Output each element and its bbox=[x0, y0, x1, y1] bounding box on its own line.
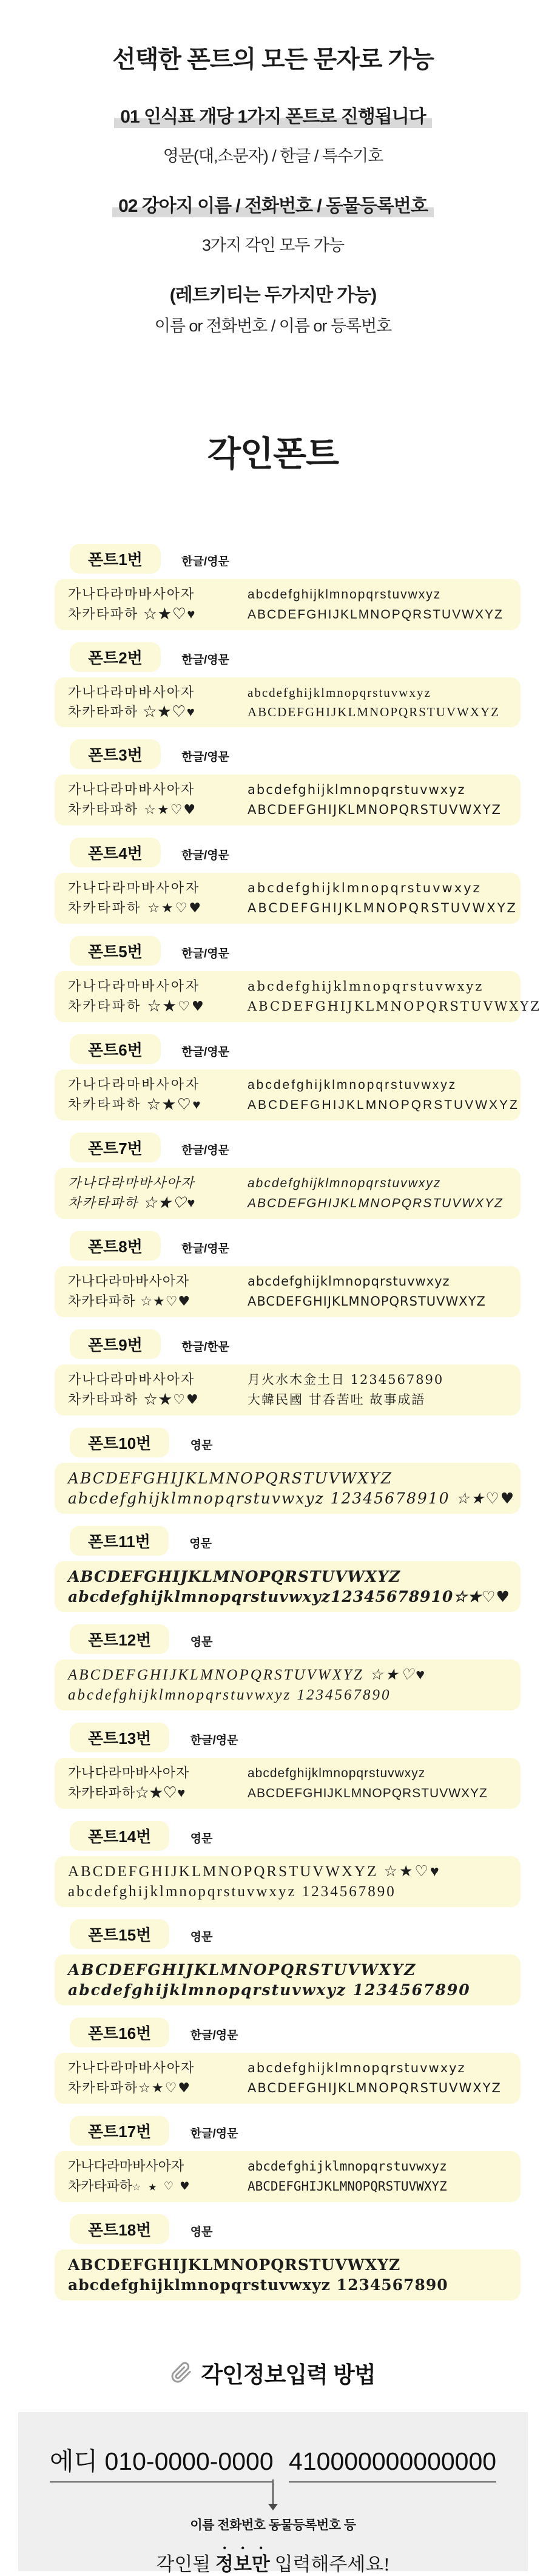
font-badge bbox=[70, 1821, 169, 1851]
font-type-label: 영문 bbox=[190, 1636, 213, 1649]
font-badge-label: 폰트5번 bbox=[88, 943, 143, 961]
font-badge bbox=[70, 838, 161, 867]
font-type-label: 영문 bbox=[190, 1832, 213, 1845]
engraving-example-line bbox=[18, 2441, 528, 2477]
font-block bbox=[55, 1526, 521, 1612]
font-badge-label: 폰트2번 bbox=[88, 649, 143, 667]
sample-line bbox=[68, 1292, 507, 1312]
sample-latin: ABCDEFGHIJKLMNOPQRSTUVWXYZ bbox=[68, 1961, 417, 1979]
font-block bbox=[55, 1723, 521, 1809]
sample-korean: 차카타파하☆★♡♥ bbox=[68, 1785, 186, 1800]
font-block bbox=[55, 1428, 521, 1514]
font-badge-label: 폰트18번 bbox=[88, 2221, 152, 2239]
font-header bbox=[55, 1034, 521, 1064]
font-sample-box bbox=[55, 1561, 521, 1612]
font-type-label: 한글/한문 bbox=[181, 1341, 229, 1354]
sample-line bbox=[68, 702, 507, 722]
font-header bbox=[55, 936, 521, 966]
point1-title: 01 인식표 개당 1가지 폰트로 진행됩니다 bbox=[0, 101, 546, 128]
font-type-label: 한글/영문 bbox=[181, 947, 229, 960]
sample-line bbox=[68, 1075, 507, 1095]
font-badge-label: 폰트16번 bbox=[88, 2024, 152, 2042]
font-badge-label: 폰트12번 bbox=[88, 1631, 152, 1649]
font-badge-label: 폰트4번 bbox=[88, 844, 143, 863]
sample-korean: 차카타파하☆★♡♥ bbox=[68, 2081, 192, 2096]
sample-line bbox=[68, 898, 517, 918]
font-badge bbox=[70, 739, 161, 769]
font-badge bbox=[70, 2116, 169, 2146]
sample-latin: ABCDEFGHIJKLMNOPQRSTUVWXYZ bbox=[68, 1568, 401, 1585]
sample-latin: abcdefghijklmnopqrstuvwxyz12345678910☆★♡♥ bbox=[68, 1588, 510, 1605]
font-badge bbox=[70, 1624, 169, 1654]
font-sample-box bbox=[55, 579, 521, 630]
font-sample-box bbox=[55, 1954, 521, 2005]
guide-final-note bbox=[18, 2543, 528, 2576]
font-badge bbox=[70, 1428, 169, 1457]
font-type-label: 영문 bbox=[190, 1439, 213, 1452]
font-badge-label: 폰트1번 bbox=[88, 551, 143, 569]
point2-title: 02 강아지 이름 / 전화번호 / 동물등록번호 bbox=[0, 191, 546, 217]
example-name-phone: 에디 010-0000-0000 bbox=[50, 2447, 274, 2483]
font-header bbox=[55, 739, 521, 769]
sample-line bbox=[68, 1862, 507, 1882]
font-sample-box bbox=[55, 677, 521, 727]
sample-korean: 차카타파하 ☆★♡♥ bbox=[68, 802, 197, 818]
sample-korean: 가나다라마바사아자 bbox=[68, 1274, 190, 1289]
font-type-label: 한글/영문 bbox=[181, 1046, 229, 1059]
down-arrow-stem bbox=[272, 2479, 274, 2504]
sample-line bbox=[68, 1763, 507, 1783]
sample-latin: abcdefghijklmnopqrstuvwxyz 1234567890 bbox=[68, 2276, 448, 2294]
arrow-label: 이름 전화번호 동물등록번호 등 bbox=[190, 2518, 356, 2532]
sample-korean: 가나다라마바사아자 bbox=[68, 782, 195, 798]
font-sample-box bbox=[55, 1364, 521, 1415]
sample-line bbox=[68, 1488, 516, 1508]
sample-korean: 차카타파하 ☆★♡♥ bbox=[68, 606, 197, 622]
font-block bbox=[55, 1231, 521, 1317]
sample-latin: ABCDEFGHIJKLMNOPQRSTUVWXYZ bbox=[248, 901, 517, 915]
font-type-label: 한글/영문 bbox=[181, 1144, 229, 1157]
sample-latin: 大韓民國 甘呑苦吐 故事成語 bbox=[248, 1392, 426, 1407]
sample-korean: 가나다라마바사아자 bbox=[68, 2159, 184, 2174]
font-type-label: 한글/영문 bbox=[190, 1734, 238, 1747]
font-sample-box bbox=[55, 1659, 521, 1710]
font-badge-label: 폰트10번 bbox=[88, 1434, 152, 1452]
font-badge bbox=[70, 1329, 161, 1359]
sample-line bbox=[68, 1468, 507, 1488]
font-badge-label: 폰트13번 bbox=[88, 1729, 152, 1747]
sample-line bbox=[68, 977, 507, 997]
sample-latin: abcdefghijklmnopqrstuvwxyz bbox=[248, 1176, 442, 1190]
font-type-label: 영문 bbox=[190, 2226, 213, 2239]
sample-line bbox=[68, 683, 507, 702]
down-arrow-head bbox=[268, 2504, 278, 2510]
font-header bbox=[55, 2116, 521, 2146]
sample-latin: abcdefghijklmnopqrstuvwxyz 1234567890 bbox=[68, 1883, 396, 1900]
guide-heading-text: 각인정보입력 방법 bbox=[201, 2362, 376, 2387]
sample-line bbox=[68, 1193, 507, 1213]
sample-line bbox=[68, 878, 507, 898]
intro-section bbox=[0, 0, 546, 336]
sample-line bbox=[68, 605, 507, 625]
sample-latin: ABCDEFGHIJKLMNOPQRSTUVWXYZ bbox=[68, 2256, 401, 2274]
font-block bbox=[55, 642, 521, 727]
sample-latin: ABCDEFGHIJKLMNOPQRSTUVWXYZ ☆★♡♥ bbox=[68, 1667, 427, 1683]
sample-line bbox=[68, 1665, 507, 1685]
sample-korean: 가나다라마바사아자 bbox=[68, 1372, 195, 1388]
sample-korean: 차카타파하 ☆★♡♥ bbox=[68, 1097, 203, 1112]
font-sample-box bbox=[55, 2151, 521, 2202]
sample-latin: ABCDEFGHIJKLMNOPQRSTUVWXYZ bbox=[248, 608, 504, 622]
font-block bbox=[55, 544, 521, 630]
sample-line bbox=[68, 1685, 507, 1705]
font-sample-box bbox=[55, 2249, 521, 2300]
sample-line bbox=[68, 780, 507, 800]
sample-line bbox=[68, 1567, 507, 1587]
font-block bbox=[55, 936, 541, 1022]
font-type-label: 한글/영문 bbox=[190, 2029, 238, 2042]
font-header bbox=[55, 1329, 521, 1359]
font-type-label: 한글/영문 bbox=[181, 1242, 229, 1255]
font-badge bbox=[70, 1034, 161, 1064]
font-badge bbox=[70, 1231, 161, 1261]
page-title: 선택한 폰트의 모든 문자로 가능 bbox=[112, 46, 434, 73]
sample-latin: abcdefghijklmnopqrstuvwxyz bbox=[248, 2061, 466, 2075]
sample-latin: abcdefghijklmnopqrstuvwxyz bbox=[248, 588, 442, 602]
sample-line bbox=[68, 1370, 507, 1390]
font-block bbox=[55, 838, 521, 924]
sample-latin: abcdefghijklmnopqrstuvwxyz bbox=[248, 979, 484, 994]
font-block bbox=[55, 1624, 521, 1710]
sample-latin: 月火水木金土日 1234567890 bbox=[248, 1372, 444, 1387]
font-type-label: 한글/영문 bbox=[181, 654, 229, 666]
sample-latin: abcdefghijklmnopqrstuvwxyz bbox=[248, 881, 482, 895]
font-sample-box bbox=[55, 1463, 521, 1514]
sample-line bbox=[68, 2157, 507, 2177]
point2-subtitle: 3가지 각인 모두 가능 bbox=[201, 236, 345, 254]
sample-korean: 차카타파하 ☆★♡♥ bbox=[68, 704, 196, 719]
font-block bbox=[55, 2116, 521, 2202]
sample-korean: 가나다라마바사아자 bbox=[68, 979, 201, 994]
sample-latin: ABCDEFGHIJKLMNOPQRSTUVWXYZ bbox=[248, 999, 541, 1014]
font-badge-label: 폰트11번 bbox=[88, 1533, 150, 1551]
font-type-label: 영문 bbox=[189, 1537, 212, 1550]
sample-latin: ABCDEFGHIJKLMNOPQRSTUVWXYZ bbox=[248, 705, 500, 719]
sample-latin: ABCDEFGHIJKLMNOPQRSTUVWXYZ bbox=[248, 2081, 502, 2095]
font-badge bbox=[70, 1919, 169, 1949]
sample-latin: abcdefghijklmnopqrstuvwxyz bbox=[248, 1766, 426, 1780]
font-sample-box bbox=[55, 1168, 521, 1219]
sample-line bbox=[68, 2255, 507, 2275]
sample-latin: abcdefghijklmnopqrstuvwxyz 1234567890 bbox=[68, 1687, 391, 1703]
example-registration-number: 410000000000000 bbox=[289, 2447, 496, 2483]
font-badge bbox=[70, 642, 161, 672]
sample-line bbox=[68, 1173, 507, 1193]
font-badge-label: 폰트15번 bbox=[88, 1926, 152, 1944]
sample-latin: ABCDEFGHIJKLMNOPQRSTUVWXYZ bbox=[68, 1469, 393, 1487]
sample-line bbox=[68, 1272, 507, 1292]
font-type-label: 영문 bbox=[190, 1931, 213, 1944]
sample-line bbox=[68, 1960, 507, 1980]
sample-korean: 가나다라마바사아자 bbox=[68, 1175, 195, 1190]
font-badge bbox=[70, 1723, 169, 1752]
sample-latin: ABCDEFGHIJKLMNOPQRSTUVWXYZ bbox=[248, 1196, 504, 1210]
sample-latin: abcdefghijklmnopqrstuvwxyz 12345678910 ☆★♡♥ bbox=[68, 1490, 516, 1507]
font-header bbox=[55, 1821, 521, 1851]
sample-korean: 차카타파하 ☆★♡♥ bbox=[68, 1294, 191, 1309]
font-header bbox=[55, 642, 521, 672]
font-type-label: 한글/영문 bbox=[181, 555, 229, 568]
font-type-label: 한글/영문 bbox=[190, 2127, 238, 2140]
font-badge bbox=[70, 544, 161, 574]
sample-latin: ABCDEFGHIJKLMNOPQRSTUVWXYZ ☆★♡♥ bbox=[68, 1863, 441, 1880]
font-badge-label: 폰트7번 bbox=[88, 1139, 143, 1158]
font-badge-label: 폰트14번 bbox=[88, 1828, 152, 1846]
point1-subtitle: 영문(대,소문자) / 한글 / 특수기호 bbox=[163, 147, 383, 165]
sample-latin: abcdefghijklmnopqrstuvwxyz 1234567890 bbox=[68, 1981, 471, 1999]
sample-korean: 가나다라마바사아자 bbox=[68, 1765, 190, 1780]
note-subtitle: 이름 or 전화번호 / 이름 or 등록번호 bbox=[154, 317, 392, 335]
font-header bbox=[55, 1428, 521, 1457]
font-badge bbox=[70, 1133, 161, 1162]
font-header bbox=[55, 838, 521, 867]
final-emphasis: 정보만 bbox=[215, 2554, 270, 2575]
font-block bbox=[55, 1821, 521, 1907]
sample-line bbox=[68, 585, 507, 605]
sample-korean: 차카타파하 ☆★♡♥ bbox=[68, 999, 206, 1014]
font-badge-label: 폰트3번 bbox=[88, 746, 143, 764]
sample-korean: 가나다라마바사아자 bbox=[68, 685, 195, 700]
sample-korean: 가나다라마바사아자 bbox=[68, 2061, 195, 2076]
font-sample-box bbox=[55, 971, 541, 1022]
sample-latin: abcdefghijklmnopqrstuvwxyz bbox=[248, 2159, 447, 2174]
guide-heading bbox=[0, 2356, 546, 2389]
font-badge-label: 폰트9번 bbox=[88, 1336, 143, 1354]
sample-line bbox=[68, 2177, 507, 2197]
font-block bbox=[55, 1133, 521, 1219]
sample-line bbox=[68, 2275, 507, 2295]
font-badge bbox=[70, 2214, 169, 2244]
font-block bbox=[55, 2018, 521, 2104]
sample-latin: ABCDEFGHIJKLMNOPQRSTUVWXYZ bbox=[248, 1098, 519, 1112]
sample-line bbox=[68, 1882, 507, 1902]
font-header bbox=[55, 1526, 521, 1556]
sample-latin: abcdefghijklmnopqrstuvwxyz bbox=[248, 1078, 457, 1092]
sample-latin: abcdefghijklmnopqrstuvwxyz bbox=[248, 685, 431, 700]
font-header bbox=[55, 1133, 521, 1162]
font-badge bbox=[70, 2018, 169, 2047]
sample-line bbox=[68, 1587, 510, 1607]
section-title-engraving-fonts: 각인폰트 bbox=[207, 435, 339, 473]
font-header bbox=[55, 1919, 521, 1949]
sample-latin: ABCDEFGHIJKLMNOPQRSTUVWXYZ bbox=[248, 802, 502, 817]
sample-korean: 차카타파하 ☆★♡♥ bbox=[68, 1195, 197, 1210]
sample-korean: 가나다라마바사아자 bbox=[68, 1077, 201, 1092]
sample-latin: ABCDEFGHIJKLMNOPQRSTUVWXYZ bbox=[248, 1294, 486, 1309]
font-sample-box bbox=[55, 774, 521, 825]
font-badge-label: 폰트17번 bbox=[88, 2123, 152, 2141]
final-suffix: 입력해주세요! bbox=[269, 2554, 390, 2575]
sample-korean: 차카타파하☆ ★ ♡ ♥ bbox=[68, 2179, 189, 2194]
font-badge-label: 폰트6번 bbox=[88, 1041, 143, 1059]
paperclip-icon bbox=[170, 2362, 192, 2384]
font-sample-box bbox=[55, 1758, 521, 1809]
font-header bbox=[55, 2214, 521, 2244]
font-sample-box bbox=[55, 873, 521, 924]
font-type-label: 한글/영문 bbox=[181, 751, 229, 764]
font-header bbox=[55, 1231, 521, 1261]
sample-line bbox=[68, 997, 541, 1017]
sample-korean: 차카타파하 ☆★♡♥ bbox=[68, 1392, 200, 1408]
font-sample-box bbox=[55, 1069, 521, 1120]
font-sample-box bbox=[55, 1856, 521, 1907]
sample-korean: 가나다라마바사아자 bbox=[68, 586, 195, 602]
font-block bbox=[55, 2214, 521, 2300]
sample-line bbox=[68, 1980, 507, 2000]
sample-korean: 차카타파하 ☆★♡♥ bbox=[68, 901, 203, 916]
font-badge bbox=[70, 936, 161, 966]
font-sample-box bbox=[55, 1266, 521, 1317]
font-block bbox=[55, 1919, 521, 2005]
note-title: (레트키티는 두가지만 가능) bbox=[169, 285, 377, 305]
font-type-label: 한글/영문 bbox=[181, 849, 229, 862]
font-header bbox=[55, 2018, 521, 2047]
font-list bbox=[55, 544, 541, 2300]
sample-line bbox=[68, 2058, 507, 2078]
font-block bbox=[55, 739, 521, 825]
font-header bbox=[55, 1624, 521, 1654]
sample-latin: abcdefghijklmnopqrstuvwxyz bbox=[248, 1274, 450, 1289]
font-badge-label: 폰트8번 bbox=[88, 1238, 143, 1256]
font-header bbox=[55, 544, 521, 574]
sample-line bbox=[68, 1783, 507, 1803]
guide-box bbox=[18, 2412, 528, 2575]
sample-latin: abcdefghijklmnopqrstuvwxyz bbox=[248, 782, 466, 797]
font-block bbox=[55, 1034, 521, 1120]
final-prefix: 각인될 bbox=[156, 2554, 215, 2575]
sample-line bbox=[68, 800, 507, 820]
sample-line bbox=[68, 1390, 507, 1410]
font-badge bbox=[70, 1526, 169, 1556]
sample-latin: ABCDEFGHIJKLMNOPQRSTUVWXYZ bbox=[248, 2179, 447, 2194]
font-header bbox=[55, 1723, 521, 1752]
font-block bbox=[55, 1329, 521, 1415]
sample-latin: ABCDEFGHIJKLMNOPQRSTUVWXYZ bbox=[248, 1786, 488, 1800]
sample-korean: 가나다라마바사아자 bbox=[68, 881, 201, 896]
sample-line bbox=[68, 1095, 519, 1115]
sample-line bbox=[68, 2078, 507, 2098]
font-sample-box bbox=[55, 2053, 521, 2104]
